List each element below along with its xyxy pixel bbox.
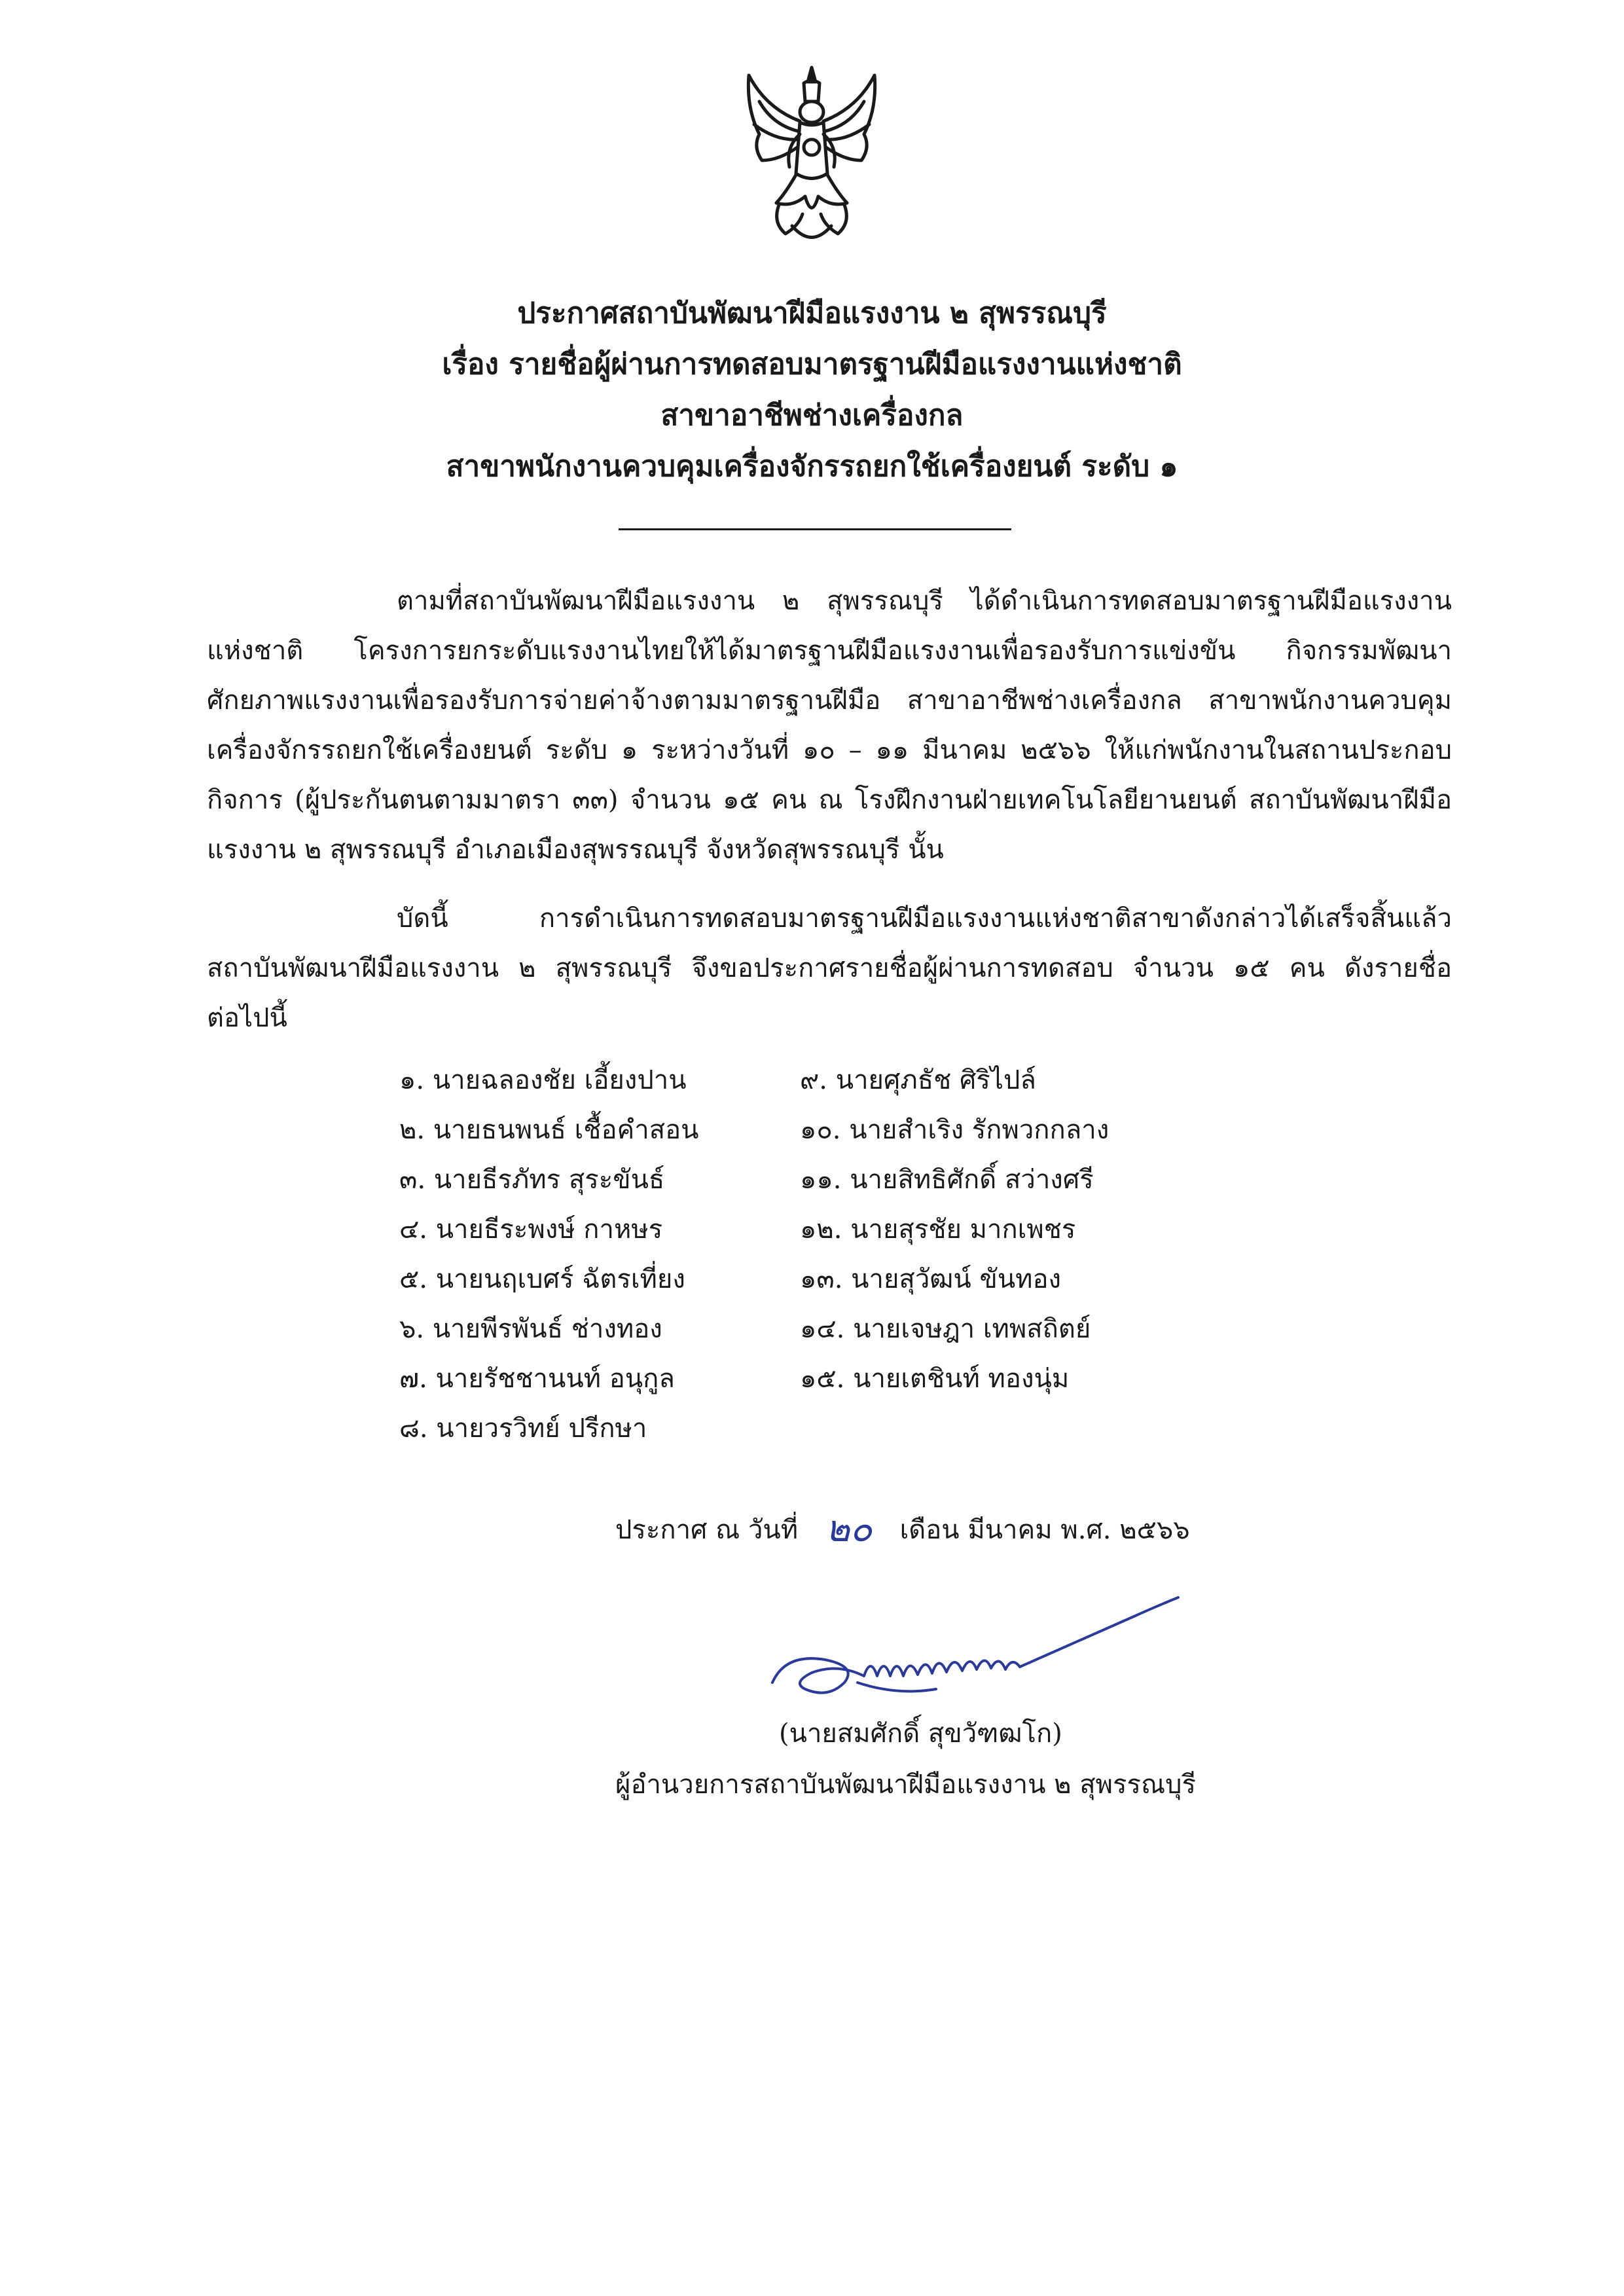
paragraph-1-line: ศักยภาพแรงงานเพื่อรองรับการจ่ายค่าจ้างตามมาตรฐานฝีมือ สาขาอาชีพช่างเครื่องกล สาขาพนักงานควบคุม (207, 685, 1452, 716)
list-item: ๖. นายพีรพันธ์ ช่างทอง (399, 1314, 662, 1344)
announcement-header (0, 288, 1624, 492)
paragraph-2-line: บัดนี้ การดำเนินการทดสอบมาตรฐานฝีมือแรงงานแห่งชาติสาขาดังกล่าวได้เสร็จสิ้นแล้ว (397, 903, 1452, 934)
list-item: ๗. นายรัชชานนท์ อนุกูล (399, 1364, 675, 1394)
list-item: ๔. นายธีระพงษ์ กาหษร (399, 1214, 663, 1245)
paragraph-1-line: แรงงาน ๒ สุพรรณบุรี อำเภอเมืองสุพรรณบุรี จังหวัดสุพรรณบุรี นั้น (207, 835, 944, 865)
announcement-day: ๒๐ (825, 1508, 873, 1550)
names-list-right (800, 1055, 1109, 1404)
header-subject: เรื่อง รายชื่อผู้ผ่านการทดสอบมาตรฐานฝีมือแรงงานแห่งชาติ (442, 348, 1182, 381)
list-item: ๙. นายศุภธัช ศิริไปล์ (800, 1065, 1036, 1095)
header-divider (619, 528, 1011, 530)
paragraph-2-line: สถาบันพัฒนาฝีมือแรงงาน ๒ สุพรรณบุรี จึงขอประกาศรายชื่อผู้ผ่านการทดสอบ จำนวน ๑๕ คน ดังรายชื่อ (207, 953, 1452, 983)
list-item: ๑๓. นายสุวัฒน์ ขันทอง (800, 1264, 1062, 1294)
paragraph-2-line: ต่อไปนี้ (207, 1003, 287, 1033)
paragraph-1-line: กิจการ (ผู้ประกันตนตามมาตรา ๓๓) จำนวน ๑๕ คน ณ โรงฝึกงานฝ่ายเทคโนโลยียานยนต์ สถาบันพัฒนาฝีมือ (207, 785, 1452, 815)
list-item: ๑๒. นายสุรชัย มากเพชร (800, 1214, 1076, 1245)
announcement-month-label: เดือน (899, 1515, 960, 1545)
signer-name: (นายสมศักดิ์ สุขวัฑฒโก) (779, 1719, 1062, 1749)
list-item: ๑๔. นายเจษฎา เทพสถิตย์ (800, 1314, 1091, 1344)
announcement-year: พ.ศ. ๒๕๖๖ (1060, 1515, 1190, 1545)
names-list-left (399, 1055, 698, 1453)
list-item: ๑๑. นายสิทธิศักดิ์ สว่างศรี (800, 1165, 1094, 1195)
list-item: ๕. นายนฤเบศร์ ฉัตรเที่ยง (399, 1264, 685, 1294)
list-item: ๒. นายธนพนธ์ เชื้อคำสอน (399, 1115, 699, 1145)
garuda-emblem-icon (740, 62, 884, 252)
header-branch: สาขาพนักงานควบคุมเครื่องจักรรถยกใช้เครื่องยนต์ ระดับ ๑ (446, 450, 1178, 483)
paragraph-1-line: เครื่องจักรรถยกใช้เครื่องยนต์ ระดับ ๑ ระหว่างวันที่ ๑๐ – ๑๑ มีนาคม ๒๕๖๖ ให้แก่พนักงานในสถานประกอบ (207, 735, 1452, 765)
announcement-prefix: ประกาศ ณ วันที่ (615, 1515, 799, 1545)
announcement-date (615, 1504, 1190, 1555)
signature-icon (766, 1591, 1185, 1715)
list-item: ๑. นายฉลองชัย เอี้ยงปาน (399, 1065, 687, 1095)
paragraph-1-line: แห่งชาติ โครงการยกระดับแรงงานไทยให้ได้มาตรฐานฝีมือแรงงานเพื่อรองรับการแข่งขัน กิจกรรมพัฒนา (207, 636, 1452, 666)
paragraph-1-line: ตามที่สถาบันพัฒนาฝีมือแรงงาน ๒ สุพรรณบุรี ได้ดำเนินการทดสอบมาตรฐานฝีมือแรงงาน (397, 586, 1452, 616)
list-item: ๓. นายธีรภัทร สุระขันธ์ (399, 1165, 665, 1195)
signer-title: ผู้อำนวยการสถาบันพัฒนาฝีมือแรงงาน ๒ สุพรรณบุรี (615, 1770, 1196, 1800)
paragraph-1 (207, 576, 1452, 875)
announcement-month: มีนาคม (967, 1515, 1053, 1545)
list-item: ๑๕. นายเตชินท์ ทองนุ่ม (800, 1364, 1070, 1394)
paragraph-2 (207, 894, 1452, 1043)
header-title: ประกาศสถาบันพัฒนาฝีมือแรงงาน ๒ สุพรรณบุรี (517, 297, 1107, 330)
header-occupation: สาขาอาชีพช่างเครื่องกล (660, 399, 964, 432)
list-item: ๑๐. นายสำเริง รักพวกกลาง (800, 1115, 1110, 1145)
list-item: ๘. นายวรวิทย์ ปรีกษา (399, 1413, 647, 1444)
